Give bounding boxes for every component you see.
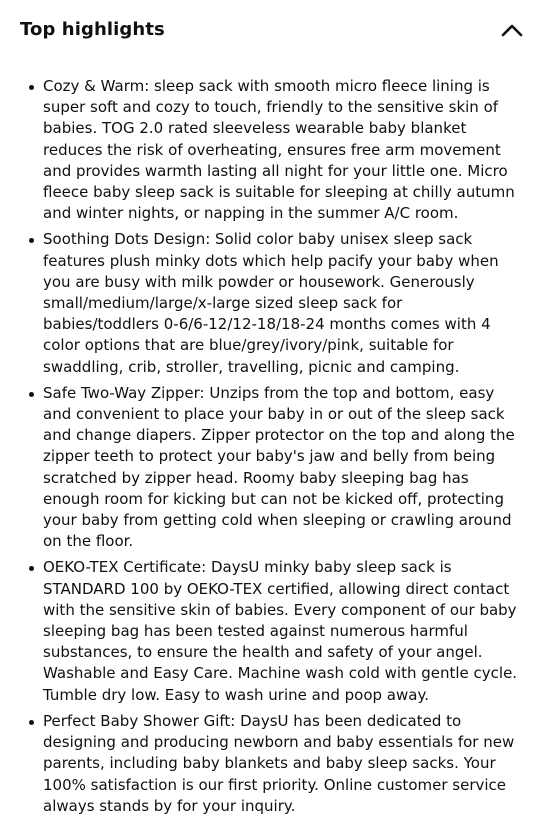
bullet-dot: [29, 392, 34, 397]
highlight-text: Soothing Dots Design: Solid color baby unisex sleep sack features plush minky dots which help pacify your baby when you are busy with milk powder or housework. Generously small/medium/large/x-large sized sleep sack for babies/toddlers 0-6/6-12/12-18/18-24 months comes with 4 color options that are blue/grey/ivory/pink, suitable for swaddling, crib, stroller, travelling, picnic and camping.: [43, 230, 499, 376]
section-title: Top highlights: [20, 19, 165, 40]
highlight-item: [43, 76, 520, 224]
highlight-item: [43, 229, 520, 377]
highlight-item: [43, 711, 520, 817]
highlight-text: OEKO-TEX Certificate: DaysU minky baby sleep sack is STANDARD 100 by OEKO-TEX certified, allowing direct contact with the sensitive skin of babies. Every component of our baby sleeping bag has been tested against numerous harmful substances, to ensure the health and safety of your angel. Washable and Easy Care. Machine wash cold with gentle cycle. Tumble dry low. Easy to wash urine and poop away.: [43, 558, 518, 704]
chevron-up-icon[interactable]: [500, 20, 524, 40]
highlight-text: Safe Two-Way Zipper: Unzips from the top and bottom, easy and convenient to place your baby in or out of the sleep sack and change diapers. Zipper protector on the top and along the zipper teeth to protect your baby's jaw and belly from being scratched by zipper head. Roomy baby sleeping bag has enough room for kicking but can not be kicked off, protecting your baby from getting cold when sleeping or crawling around on the floor.: [43, 383, 515, 551]
highlight-text: Perfect Baby Shower Gift: DaysU has been dedicated to designing and producing newborn and baby essentials for new parents, including baby blankets and baby sleep sacks. Your 100% satisfaction is our first priority. Online customer service always stands by for your inquiry.: [43, 711, 515, 815]
highlight-item: [43, 383, 520, 553]
highlights-header[interactable]: [0, 0, 540, 62]
highlight-item: [43, 557, 520, 705]
bullet-dot: [29, 566, 34, 571]
highlights-list: [0, 62, 540, 817]
bullet-dot: [29, 238, 34, 243]
bullet-dot: [29, 720, 34, 725]
bullet-dot: [29, 85, 34, 90]
highlight-text: Cozy & Warm: sleep sack with smooth micro fleece lining is super soft and cozy to touch, friendly to the sensitive skin of babies. TOG 2.0 rated sleeveless wearable baby blanket reduces the risk of overheating, ensures free arm movement and provides warmth lasting all night for your little one. Micro fleece baby sleep sack is suitable for sleeping at chilly autumn and winter nights, or napping in the summer A/C room.: [43, 77, 515, 223]
